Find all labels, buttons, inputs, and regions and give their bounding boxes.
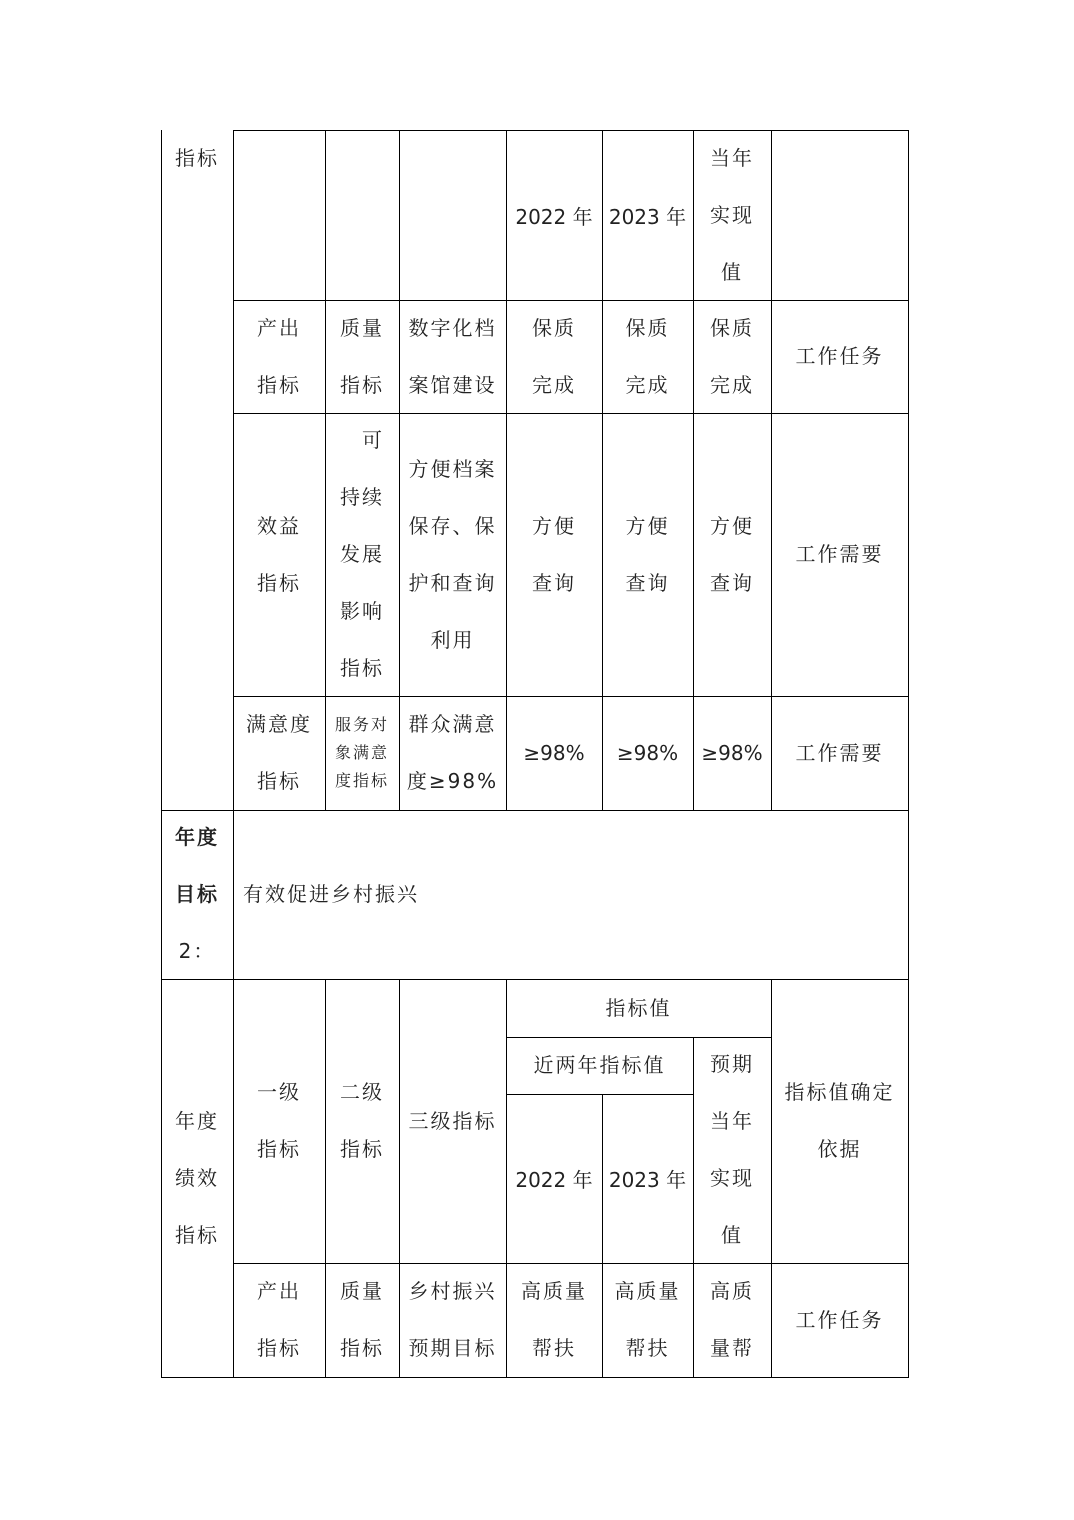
current-value: ≥98% xyxy=(701,741,763,765)
year-2022-header: 2022 年 xyxy=(515,204,593,229)
border-right xyxy=(908,130,909,1377)
level2-header: 二级 指标 xyxy=(340,1080,384,1161)
level1-indicator: 效益 指标 xyxy=(257,513,301,595)
basis-header: 指标值确定 依据 xyxy=(784,1080,895,1161)
value-2022: 方便 查询 xyxy=(532,513,576,595)
current-value: 高质 量帮 xyxy=(710,1279,754,1360)
annual-performance-label: 年度 绩效 指标 xyxy=(175,1109,219,1247)
level2-indicator: 服务对 象满意 度指标 xyxy=(334,715,389,790)
grid-line xyxy=(161,1377,909,1378)
expected-value-header: 预期 当年 实现 值 xyxy=(710,1052,754,1247)
value-2023: 方便 查询 xyxy=(625,513,670,595)
level2-indicator: 质量 指标 xyxy=(340,1279,384,1360)
year-2022-header: 2022 年 xyxy=(515,1168,593,1192)
basis: 工作任务 xyxy=(795,1307,884,1332)
level1-indicator: 产出 指标 xyxy=(257,1279,301,1360)
basis: 工作需要 xyxy=(795,542,884,566)
annual-goal-label: 年度 目标 2： xyxy=(175,825,219,963)
level3-indicator: 乡村振兴 预期目标 xyxy=(408,1279,497,1360)
value-2023: 高质量 帮扶 xyxy=(614,1279,681,1360)
current-value: 保质 完成 xyxy=(710,315,754,397)
indicator-label: 指标 xyxy=(175,146,219,170)
year-2023-header: 2023 年 xyxy=(608,1168,687,1192)
level3-indicator: 数字化档 案馆建设 xyxy=(408,315,497,397)
current-value: 方便 查询 xyxy=(710,513,754,595)
level3-indicator: 群众满意 度≥98% xyxy=(406,712,499,793)
year-2023-header: 2023 年 xyxy=(608,204,687,229)
indicator-value-header: 指标值 xyxy=(605,995,672,1020)
basis: 工作需要 xyxy=(795,740,884,765)
value-2022: 高质量 帮扶 xyxy=(521,1279,587,1360)
current-value-header: 当年 实现 值 xyxy=(710,145,754,284)
level3-header: 三级指标 xyxy=(408,1108,497,1133)
level2-indicator: 可 持续 发展 影响 指标 xyxy=(340,428,384,680)
value-2022: 保质 完成 xyxy=(532,315,576,397)
value-2023: ≥98% xyxy=(616,741,679,765)
value-2022: ≥98% xyxy=(523,741,585,765)
level3-indicator: 方便档案 保存、保 护和查询 利用 xyxy=(408,456,497,652)
level2-indicator: 质量 指标 xyxy=(340,315,384,397)
level1-header: 一级 指标 xyxy=(257,1080,301,1161)
annual-goal-text: 有效促进乡村振兴 xyxy=(243,882,419,906)
recent-two-years-header: 近两年指标值 xyxy=(533,1053,666,1077)
level1-indicator: 满意度 指标 xyxy=(246,712,312,793)
level1-indicator: 产出 指标 xyxy=(257,315,301,397)
basis: 工作任务 xyxy=(795,344,884,368)
value-2023: 保质 完成 xyxy=(625,315,670,397)
